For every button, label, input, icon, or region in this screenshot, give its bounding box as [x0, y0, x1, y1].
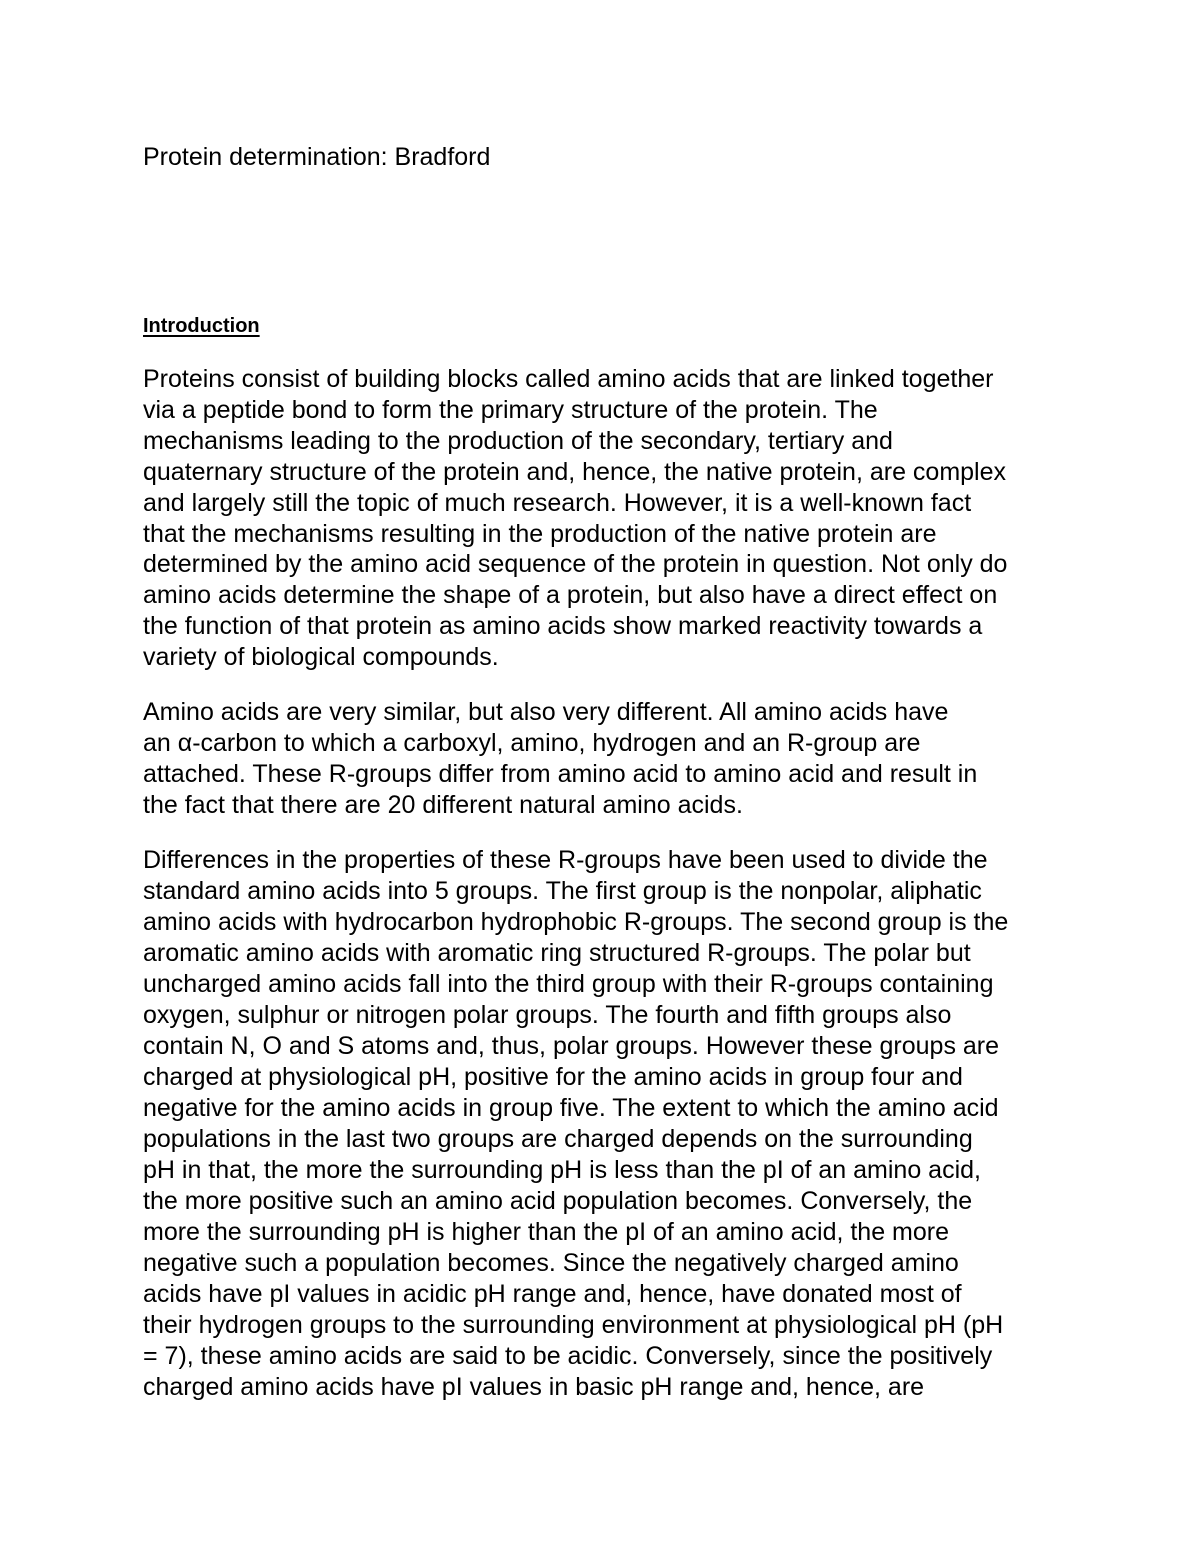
text-line: uncharged amino acids fall into the third group with their R-groups containing [143, 970, 994, 998]
text-line: pH in that, the more the surrounding pH is less than the pI of an amino acid, [143, 1156, 981, 1184]
text-line: and largely still the topic of much research. However, it is a well-known fact [143, 489, 972, 517]
text-line: the function of that protein as amino acids show marked reactivity towards a [143, 612, 983, 640]
text-line: more the surrounding pH is higher than the pI of an amino acid, the more [143, 1218, 950, 1246]
text-line: contain N, O and S atoms and, thus, polar groups. However these groups are [143, 1032, 1000, 1060]
text-line: variety of biological compounds. [143, 643, 499, 671]
text-line: acids have pI values in acidic pH range and, hence, have donated most of [143, 1280, 962, 1308]
text-line: the more positive such an amino acid population becomes. Conversely, the [143, 1187, 973, 1215]
text-line: via a peptide bond to form the primary structure of the protein. The [143, 396, 878, 424]
text-line: quaternary structure of the protein and, hence, the native protein, are complex [143, 458, 1007, 486]
text-line: negative such a population becomes. Since the negatively charged amino [143, 1249, 959, 1277]
text-line: aromatic amino acids with aromatic ring structured R-groups. The polar but [143, 939, 971, 967]
text-line: their hydrogen groups to the surrounding environment at physiological pH (pH [143, 1311, 1004, 1339]
text-line: the fact that there are 20 different natural amino acids. [143, 791, 743, 819]
text-line: = 7), these amino acids are said to be acidic. Conversely, since the positively [143, 1342, 993, 1370]
text-line: amino acids with hydrocarbon hydrophobic R-groups. The second group is the [143, 908, 1009, 936]
text-line: determined by the amino acid sequence of the protein in question. Not only do [143, 550, 1008, 578]
text-line: Differences in the properties of these R-groups have been used to divide the [143, 846, 988, 874]
text-line: attached. These R-groups differ from amino acid to amino acid and result in [143, 760, 978, 788]
text-line: charged amino acids have pI values in basic pH range and, hence, are [143, 1373, 925, 1401]
text-line: that the mechanisms resulting in the production of the native protein are [143, 520, 937, 548]
text-line: an α-carbon to which a carboxyl, amino, hydrogen and an R-group are [143, 729, 921, 757]
text-line: Amino acids are very similar, but also very different. All amino acids have [143, 698, 949, 726]
text-line: oxygen, sulphur or nitrogen polar groups. The fourth and fifth groups also [143, 1001, 952, 1029]
text-line: populations in the last two groups are charged depends on the surrounding [143, 1125, 973, 1153]
text-line: charged at physiological pH, positive for the amino acids in group four and [143, 1063, 963, 1091]
text-line: Proteins consist of building blocks called amino acids that are linked together [143, 365, 994, 393]
text-line: negative for the amino acids in group five. The extent to which the amino acid [143, 1094, 999, 1122]
text-line: standard amino acids into 5 groups. The first group is the nonpolar, aliphatic [143, 877, 982, 905]
document-title: Protein determination: Bradford [143, 143, 491, 171]
section-heading: Introduction [143, 315, 260, 337]
text-line: amino acids determine the shape of a protein, but also have a direct effect on [143, 581, 998, 609]
text-line: mechanisms leading to the production of the secondary, tertiary and [143, 427, 893, 455]
